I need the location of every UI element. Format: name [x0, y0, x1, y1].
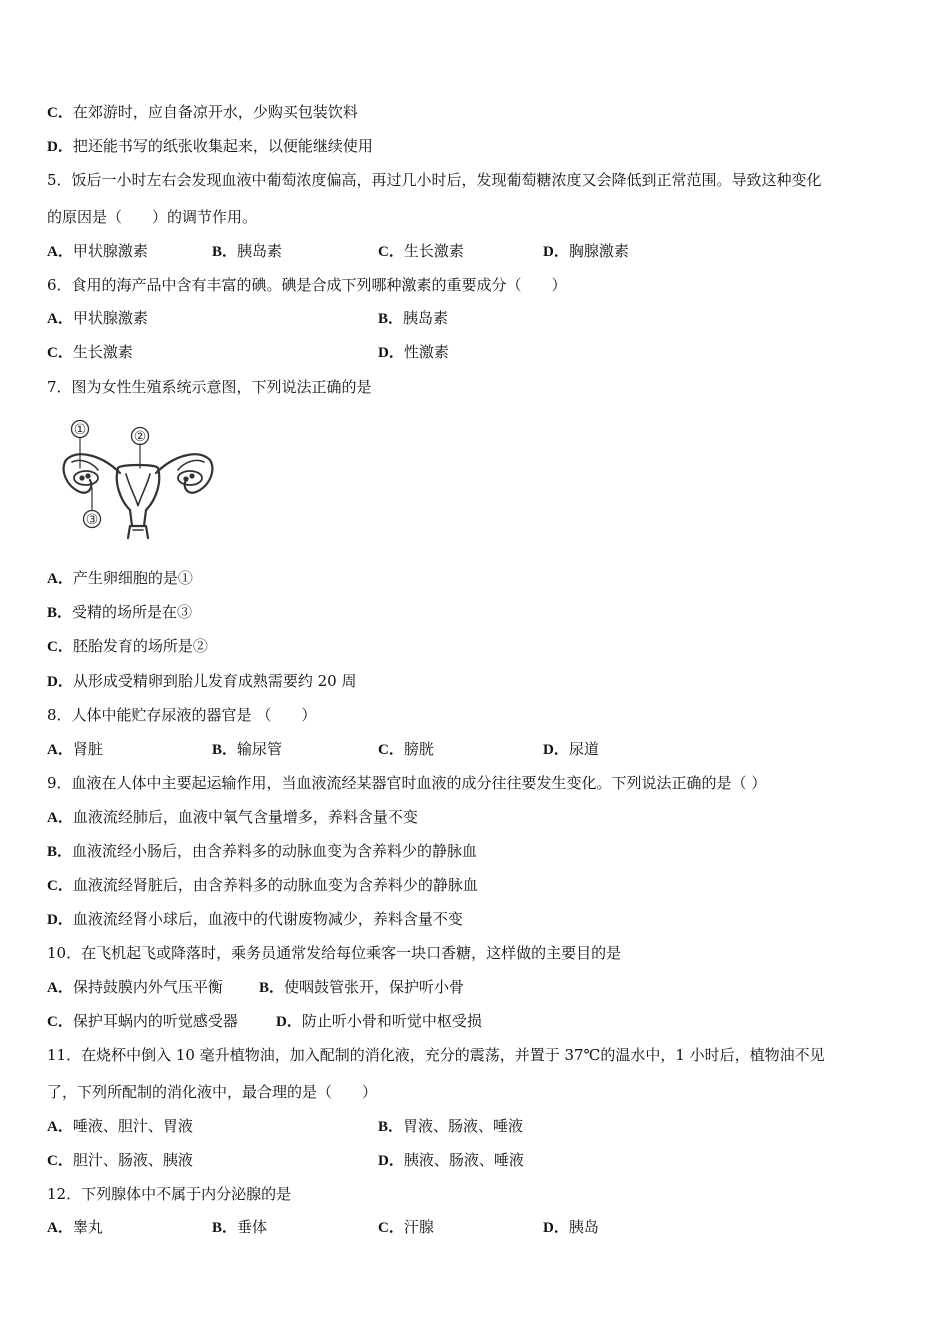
q12-option-a: A．睾丸	[47, 1218, 103, 1236]
q5-option-a: A．甲状腺激素	[47, 242, 148, 260]
q7-stem: 7．图为女性生殖系统示意图，下列说法正确的是	[47, 378, 372, 396]
q5-option-c: C．生长激素	[378, 242, 464, 260]
q8-option-a: A．肾脏	[47, 740, 103, 758]
q12-option-d: D．胰岛	[543, 1218, 599, 1236]
q9-option-c: C．血液流经肾脏后，由含养料多的动脉血变为含养料少的静脉血	[47, 876, 478, 894]
diagram-label-2: ②	[133, 429, 147, 445]
q7-option-b: B．受精的场所是在③	[47, 603, 193, 621]
q12-option-c: C．汗腺	[378, 1218, 434, 1236]
q11-option-b: B．胃液、肠液、唾液	[378, 1117, 524, 1135]
q7-option-c: C．胚胎发育的场所是②	[47, 637, 208, 655]
q12-option-b: B．垂体	[212, 1218, 268, 1236]
female-reproductive-diagram	[58, 418, 218, 540]
q5-stem: 5．饭后一小时左右会发现血液中葡萄浓度偏高，再过几小时后，发现葡萄糖浓度又会降低到正常范围。导致这种变化	[47, 171, 822, 189]
q5-option-b: B．胰岛素	[212, 242, 283, 260]
q6-stem: 6．食用的海产品中含有丰富的碘。碘是合成下列哪种激素的重要成分（ ）	[47, 276, 567, 294]
q5-stem-cont: 的原因是（ ）的调节作用。	[47, 208, 258, 226]
q6-option-a: A．甲状腺激素	[47, 309, 148, 327]
q4-option-c: C．在郊游时，应自备凉开水，少购买包装饮料	[47, 103, 358, 121]
q7-option-a: A．产生卵细胞的是①	[47, 569, 193, 587]
q6-option-c: C．生长激素	[47, 343, 133, 361]
q8-option-c: C．膀胱	[378, 740, 434, 758]
q9-option-b: B．血液流经小肠后，由含养料多的动脉血变为含养料少的静脉血	[47, 842, 478, 860]
q9-option-a: A．血液流经肺后，血液中氧气含量增多，养料含量不变	[47, 808, 418, 826]
q8-option-b: B．输尿管	[212, 740, 283, 758]
q10-option-b: B．使咽鼓管张开，保护听小骨	[259, 978, 465, 996]
q9-option-d: D．血液流经肾小球后，血液中的代谢废物减少，养料含量不变	[47, 910, 463, 928]
diagram-label-3: ③	[85, 512, 99, 528]
q11-option-c: C．胆汁、肠液、胰液	[47, 1151, 193, 1169]
diagram-label-1: ①	[73, 422, 87, 438]
q11-stem-cont: 了，下列所配制的消化液中，最合理的是（ ）	[47, 1083, 378, 1101]
q6-option-b: B．胰岛素	[378, 309, 449, 327]
q6-option-d: D．性激素	[378, 343, 449, 361]
q8-option-d: D．尿道	[543, 740, 599, 758]
q9-stem: 9．血液在人体中主要起运输作用，当血液流经某器官时血液的成分往往要发生变化。下列说法正确的是（ ）	[47, 774, 767, 792]
q11-option-d: D．胰液、肠液、唾液	[378, 1151, 524, 1169]
q4-option-d: D．把还能书写的纸张收集起来，以便能继续使用	[47, 137, 373, 155]
q5-option-d: D．胸腺激素	[543, 242, 629, 260]
q10-stem: 10．在飞机起飞或降落时，乘务员通常发给每位乘客一块口香糖，这样做的主要目的是	[47, 944, 622, 962]
q10-option-d: D．防止听小骨和听觉中枢受损	[276, 1012, 482, 1030]
q12-stem: 12．下列腺体中不属于内分泌腺的是	[47, 1185, 292, 1203]
q8-stem: 8．人体中能贮存尿液的器官是 （ ）	[47, 706, 317, 724]
q11-stem: 11．在烧杯中倒入 10 毫升植物油，加入配制的消化液，充分的震荡，并置于 37℃的温水中，1 小时后，植物油不见	[47, 1046, 825, 1064]
q11-option-a: A．唾液、胆汁、胃液	[47, 1117, 193, 1135]
q10-option-a: A．保持鼓膜内外气压平衡	[47, 978, 223, 996]
q10-option-c: C．保护耳蜗内的听觉感受器	[47, 1012, 238, 1030]
q7-option-d: D．从形成受精卵到胎儿发育成熟需要约 20 周	[47, 672, 357, 690]
